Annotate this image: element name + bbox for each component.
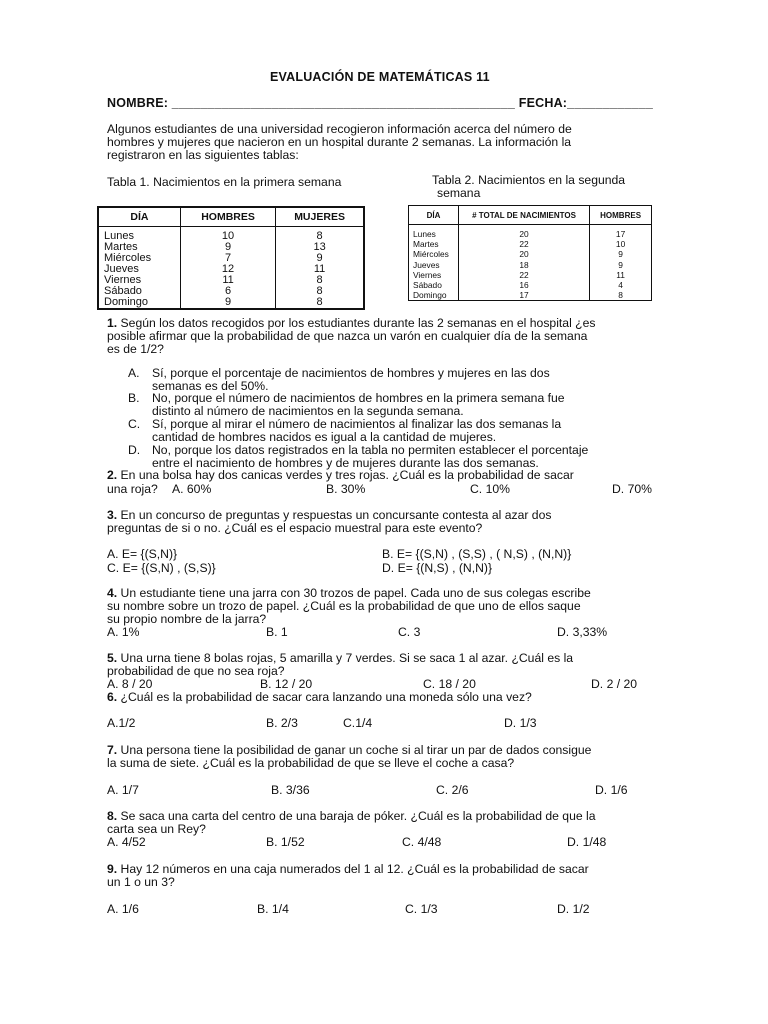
answer-d: D. 2 / 20 (591, 677, 638, 691)
question-text: ¿Cuál es la probabilidad de sacar cara lanzando una moneda sólo una vez? (117, 690, 532, 704)
table-births-week2 (408, 205, 652, 301)
exam-title: EVALUACIÓN DE MATEMÁTICAS 11 (270, 70, 490, 84)
option-text: cantidad de hombres nacidos es igual a la cantidad de mujeres. (152, 430, 497, 444)
answer-c: C. 1/3 (405, 902, 438, 916)
cell: 8 (276, 275, 364, 286)
answer-c: C. 3 (398, 625, 421, 639)
table-row (409, 249, 652, 259)
answer-d: D. 3,33% (557, 625, 608, 639)
table-row (409, 280, 652, 290)
cell: 10 (590, 239, 652, 249)
answer-a: A. 4/52 (107, 835, 146, 849)
question-text: Según los datos recogidos por los estudiantes durante las 2 semanas en el hospital ¿es (117, 316, 596, 330)
question-text: su propio nombre de la jarra? (107, 612, 267, 626)
cell: Miércoles (409, 249, 459, 259)
question-text: Un estudiante tiene una jarra con 30 trozos de papel. Cada uno de sus colegas escribe (117, 586, 591, 600)
table-row (409, 270, 652, 280)
question-number: 4. (107, 586, 118, 600)
question-number: 5. (107, 651, 118, 665)
answer-d: D. 1/2 (557, 902, 590, 916)
question-number: 7. (107, 743, 118, 757)
table-births-week1 (97, 206, 365, 310)
cell: 12 (180, 264, 275, 275)
intro-line: hombres y mujeres que nacieron en un hospital durante 2 semanas. La información la (107, 135, 572, 149)
table2-caption-cont: semana (437, 186, 481, 200)
cell: Domingo (98, 297, 180, 309)
answer-a: A. 8 / 20 (107, 677, 153, 691)
option-text: semanas es del 50%. (152, 379, 269, 393)
answer-b: B. 12 / 20 (260, 677, 313, 691)
cell: 8 (276, 286, 364, 297)
question-text: Hay 12 números en una caja numerados del 1 al 12. ¿Cuál es la probabilidad de sacar (117, 862, 589, 876)
cell: 8 (276, 227, 364, 243)
question-text: un 1 o un 3? (107, 875, 175, 889)
answer-d: D. E= {(N,S) , (N,N)} (382, 561, 493, 575)
col-header: HOMBRES (590, 206, 652, 225)
option-text: entre el nacimiento de hombres y de mujeres durante las dos semanas. (152, 456, 539, 470)
option-text: Sí, porque el porcentaje de nacimientos de hombres y mujeres en las dos (152, 366, 550, 380)
cell: Lunes (98, 227, 180, 243)
cell: 10 (180, 227, 275, 243)
question-text: En una bolsa hay dos canicas verdes y tres rojas. ¿Cuál es la probabilidad de sacar (117, 468, 574, 482)
cell: Martes (98, 242, 180, 253)
cell: 4 (590, 280, 652, 290)
cell: 11 (180, 275, 275, 286)
cell: 9 (590, 260, 652, 270)
table2-caption: Tabla 2. Nacimientos en la segunda (432, 173, 626, 187)
question-text: es de 1/2? (107, 342, 164, 356)
cell: 22 (458, 239, 589, 249)
col-header: HOMBRES (180, 207, 275, 227)
question-text: una roja? (107, 482, 158, 496)
cell: 9 (180, 297, 275, 309)
table-row (98, 297, 364, 309)
cell: Viernes (98, 275, 180, 286)
answer-b: B. 2/3 (266, 716, 298, 730)
cell: 17 (590, 225, 652, 240)
col-header: DÍA (409, 206, 459, 225)
question-text: preguntas de si o no. ¿Cuál es el espacio muestral para este evento? (107, 521, 483, 535)
option-text: Sí, porque al mirar el número de nacimientos al finalizar las dos semanas la (152, 417, 562, 431)
table1-caption: Tabla 1. Nacimientos en la primera semana (107, 175, 342, 189)
cell: 11 (590, 270, 652, 280)
cell: Lunes (409, 225, 459, 240)
cell: Jueves (98, 264, 180, 275)
intro-line: registraron en las siguientes tablas: (107, 148, 299, 162)
col-header: MUJERES (276, 207, 364, 227)
option-text: No, porque los datos registrados en la tabla no permiten establecer el porcentaje (152, 443, 589, 457)
answer-a: A. 1/6 (107, 902, 139, 916)
answer-a: A. 60% (172, 482, 212, 496)
answer-b: B. 1/52 (266, 835, 305, 849)
cell: 17 (458, 290, 589, 301)
question-number: 8. (107, 809, 118, 823)
cell: Viernes (409, 270, 459, 280)
question-number: 3. (107, 508, 118, 522)
question-text: En un concurso de preguntas y respuestas un concursante contesta al azar dos (117, 508, 552, 522)
name-date-line: NOMBRE: ________________________________________________ FECHA:____________ (107, 96, 653, 110)
answer-b: B. 30% (326, 482, 366, 496)
answer-a: A. 1/7 (107, 783, 139, 797)
table-row (409, 225, 652, 240)
cell: 9 (180, 242, 275, 253)
answer-a: A. 1% (107, 625, 140, 639)
cell: Sábado (409, 280, 459, 290)
option-letter: B. (128, 391, 140, 405)
table-row (409, 260, 652, 270)
question-number: 6. (107, 690, 118, 704)
cell: Miércoles (98, 253, 180, 264)
cell: 8 (276, 297, 364, 309)
option-text: distinto al número de nacimientos en la segunda semana. (152, 404, 464, 418)
cell: 13 (276, 242, 364, 253)
question-6 (107, 691, 532, 704)
answer-c: C. 10% (470, 482, 510, 496)
cell: 6 (180, 286, 275, 297)
col-header: # TOTAL DE NACIMIENTOS (458, 206, 589, 225)
cell: Domingo (409, 290, 459, 301)
answer-d: D. 70% (612, 482, 652, 496)
question-9 (107, 863, 589, 876)
table-row (98, 227, 364, 243)
intro-line: Algunos estudiantes de una universidad recogieron información acerca del número de (107, 122, 572, 136)
option-letter: C. (128, 417, 141, 431)
answer-b: B. 1 (266, 625, 288, 639)
col-header: DÍA (98, 207, 180, 227)
question-text: Una urna tiene 8 bolas rojas, 5 amarilla y 7 verdes. Si se saca 1 al azar. ¿Cuál es la (117, 651, 574, 665)
question-text: posible afirmar que la probabilidad de que nazca un varón en cualquier día de la semana (107, 329, 588, 343)
question-text: la suma de siete. ¿Cuál es la probabilidad de que se lleve el coche a casa? (107, 756, 515, 770)
cell: 9 (590, 249, 652, 259)
cell: 20 (458, 249, 589, 259)
cell: 8 (590, 290, 652, 301)
table-row (409, 239, 652, 249)
cell: 18 (458, 260, 589, 270)
answer-c: C. 4/48 (402, 835, 442, 849)
cell: Jueves (409, 260, 459, 270)
question-text: carta sea un Rey? (107, 822, 206, 836)
answer-c: C. E= {(S,N) , (S,S)} (107, 561, 216, 575)
answer-b: B. E= {(S,N) , (S,S) , ( N,S) , (N,N)} (382, 547, 572, 561)
cell: 22 (458, 270, 589, 280)
cell: Sábado (98, 286, 180, 297)
answer-d: D. 1/6 (595, 783, 628, 797)
question-2 (107, 469, 574, 482)
question-text: Una persona tiene la posibilidad de ganar un coche si al tirar un par de dados consigue (117, 743, 592, 757)
table-row (409, 290, 652, 301)
question-text: su nombre sobre un trozo de papel. ¿Cuál es la probabilidad de que uno de ellos saque (107, 599, 581, 613)
option-letter: A. (128, 366, 140, 380)
cell: 7 (180, 253, 275, 264)
cell: 9 (276, 253, 364, 264)
answer-a: A. E= {(S,N)} (107, 547, 178, 561)
answer-a: A.1/2 (107, 716, 136, 730)
cell: 11 (276, 264, 364, 275)
option-letter: D. (128, 443, 141, 457)
answer-c: C. 2/6 (436, 783, 469, 797)
question-number: 9. (107, 862, 118, 876)
question-number: 1. (107, 316, 118, 330)
cell: 16 (458, 280, 589, 290)
cell: Martes (409, 239, 459, 249)
question-text: Se saca una carta del centro de una baraja de póker. ¿Cuál es la probabilidad de que la (117, 809, 596, 823)
cell: 20 (458, 225, 589, 240)
option-text: No, porque el número de nacimientos de hombres en la primera semana fue (152, 391, 565, 405)
answer-b: B. 3/36 (271, 783, 310, 797)
answer-b: B. 1/4 (257, 902, 289, 916)
answer-d: D. 1/3 (504, 716, 537, 730)
question-number: 2. (107, 468, 118, 482)
answer-c: C.1/4 (343, 716, 373, 730)
answer-d: D. 1/48 (567, 835, 607, 849)
question-text: probabilidad de que no sea roja? (107, 664, 285, 678)
answer-c: C. 18 / 20 (423, 677, 476, 691)
